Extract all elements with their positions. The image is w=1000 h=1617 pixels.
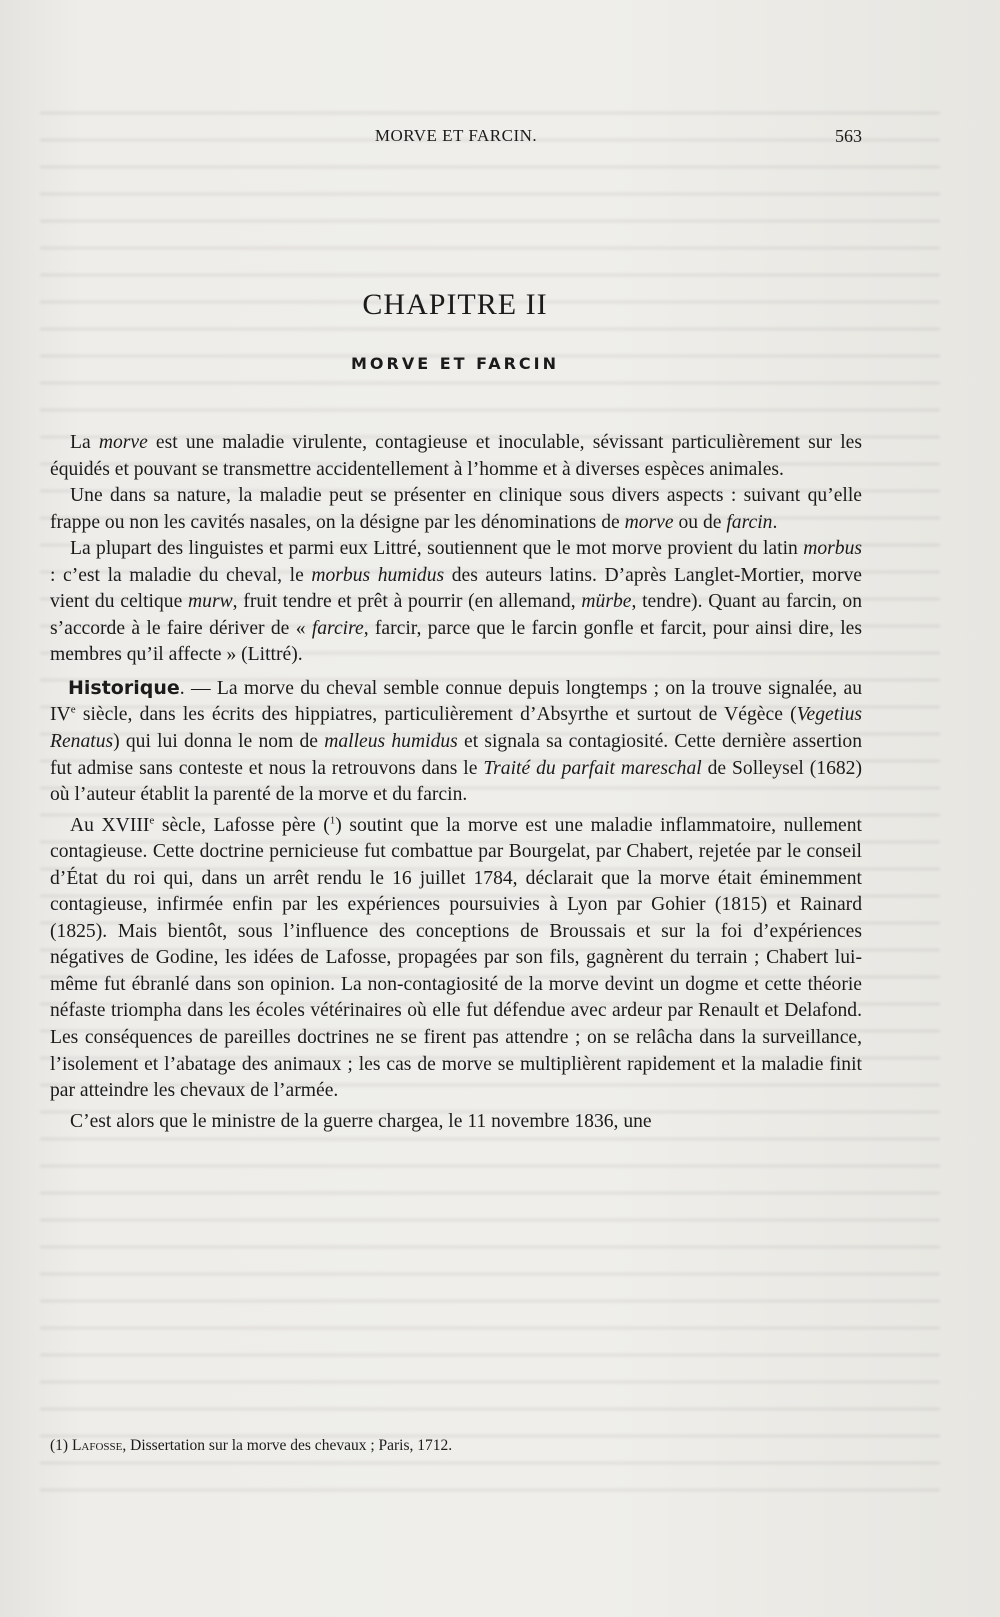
superscript: e (70, 703, 76, 716)
italic-term: morbus (803, 538, 862, 560)
text-run: et signala sa contagiosité. Cette dernière assertion fut admise sans conteste et nous la retrouvons dans le (50, 731, 862, 779)
footnote-text: , Dissertation sur la morve des chevaux ; Paris, 1712. (122, 1437, 453, 1454)
text-run: est une maladie virulente, contagieuse et inoculable, sévissant particulièrement sur les équidés et pouvant se transmettre accidentellement à l’homme et à diverses espèces animales. (50, 432, 862, 480)
running-title: MORVE ET FARCIN. (374, 126, 538, 145)
footnote (50, 1436, 862, 1456)
roman-numeral: XVIII (101, 814, 150, 836)
text-run: ) soutint que la morve est une maladie inflammatoire, nullement contagieuse. Cette doctrine pernicieuse fut combattue par Bourgelat, par Chabert, rejetée par le conseil d’État du roi qui, dans un arrêt rendu le 16 juillet 1784, déclarait que la morve était éminemment contagieuse, infirmée enfin par les expériences poursuivies à Lyon par Gohier (1815) et Rainard (1825). Mais bientôt, sous l’influence des conceptions de Broussais et sur la foi d’expériences négatives de Godine, les idées de Lafosse, propagées par son fils, gagnèrent du terrain ; Chabert lui-même fut ébranlé dans son opinion. La non-contagiosité de la morve devint un dogme et cette théorie néfaste triompha dans les écoles vétérinaires où elle fut défendue avec ardeur par Renault et Delafond. Les conséquences de pareilles doctrines ne se firent pas attendre ; on se relâcha dans la surveillance, l’isolement et l’abatage des animaux ; les cas de morve se multiplièrent rapidement et la maladie finit par atteindre les chevaux de l’armée. (50, 814, 862, 1102)
italic-term: morve (98, 432, 148, 453)
text-run: . (772, 511, 778, 533)
text-run: La plupart des linguistes et parmi eux Littré, soutiennent que le mot morve provient du latin (70, 538, 804, 560)
text-run: de Solleysel (1682) où l’auteur établit la parenté de la morve et du farcin. (50, 757, 863, 806)
text-run: , tendre). Quant au farcin, on s’accorde à le faire dériver de « (50, 591, 862, 639)
italic-term: morbus humidus (311, 564, 445, 586)
footnote-reference[interactable]: 1 (329, 814, 336, 827)
italic-term: malleus humidus (324, 731, 458, 753)
paragraph-etymology (50, 536, 862, 669)
page-number: 563 (835, 126, 862, 146)
body-text (50, 430, 862, 1135)
text-run: ou de (673, 511, 727, 533)
text-run: , farcir, parce que le farcin gonfle et farcit, pour ainsi dire, les membres qu’il affecte » (Littré). (50, 617, 862, 666)
italic-term: murw (188, 591, 233, 613)
text-run: La (70, 432, 99, 453)
page-header (50, 126, 862, 152)
text-run: siècle, dans les écrits des hippiatres, particulièrement d’Absyrthe et surtout de Végèce ( (75, 704, 797, 726)
paragraph-ministre (50, 1109, 862, 1136)
text-run: des auteurs latins. D’après Langlet-Mortier, morve vient du celtique (50, 564, 862, 613)
text-run: sècle, Lafosse père ( (154, 814, 330, 836)
chapter-title: CHAPITRE II (362, 288, 548, 321)
italic-title: Traité du parfait mareschal (483, 757, 702, 779)
text-run: , fruit tendre et prêt à pourrir (en allemand, (232, 591, 582, 613)
roman-numeral: IV (50, 704, 71, 726)
footnote-marker: (1) (50, 1437, 69, 1454)
italic-term: farcire (311, 617, 364, 639)
paragraph-aspects (50, 483, 862, 536)
superscript: e (149, 814, 155, 827)
text-run: Une dans sa nature, la maladie peut se présenter en clinique sous divers aspects : suivant qu’elle frappe ou non les cavités nasales, on la désigne par les dénominations de (50, 485, 862, 533)
chapter-subtitle: MORVE ET FARCIN (350, 354, 560, 373)
paragraph-definition (50, 430, 862, 483)
italic-term: farcin (726, 511, 773, 533)
paragraph-lafosse (50, 813, 862, 1105)
text-run: ) qui lui donna le nom de (113, 731, 325, 753)
text-run: Au (70, 814, 102, 836)
italic-term: mürbe (581, 591, 632, 613)
text-run: C’est alors que le ministre de la guerre chargea, le 11 novembre 1836, une (70, 1110, 652, 1132)
italic-term: morve (624, 511, 674, 533)
text-run: : c’est la maladie du cheval, le (50, 564, 312, 586)
section-heading-historique: Historique (68, 676, 180, 699)
text-run: . — La morve du cheval semble connue depuis longtemps ; on la trouve signalée, au (179, 677, 862, 699)
italic-term: Vegetius Renatus (50, 704, 862, 753)
footnote-author: Lafosse (71, 1437, 123, 1454)
paragraph-historique (50, 675, 862, 809)
